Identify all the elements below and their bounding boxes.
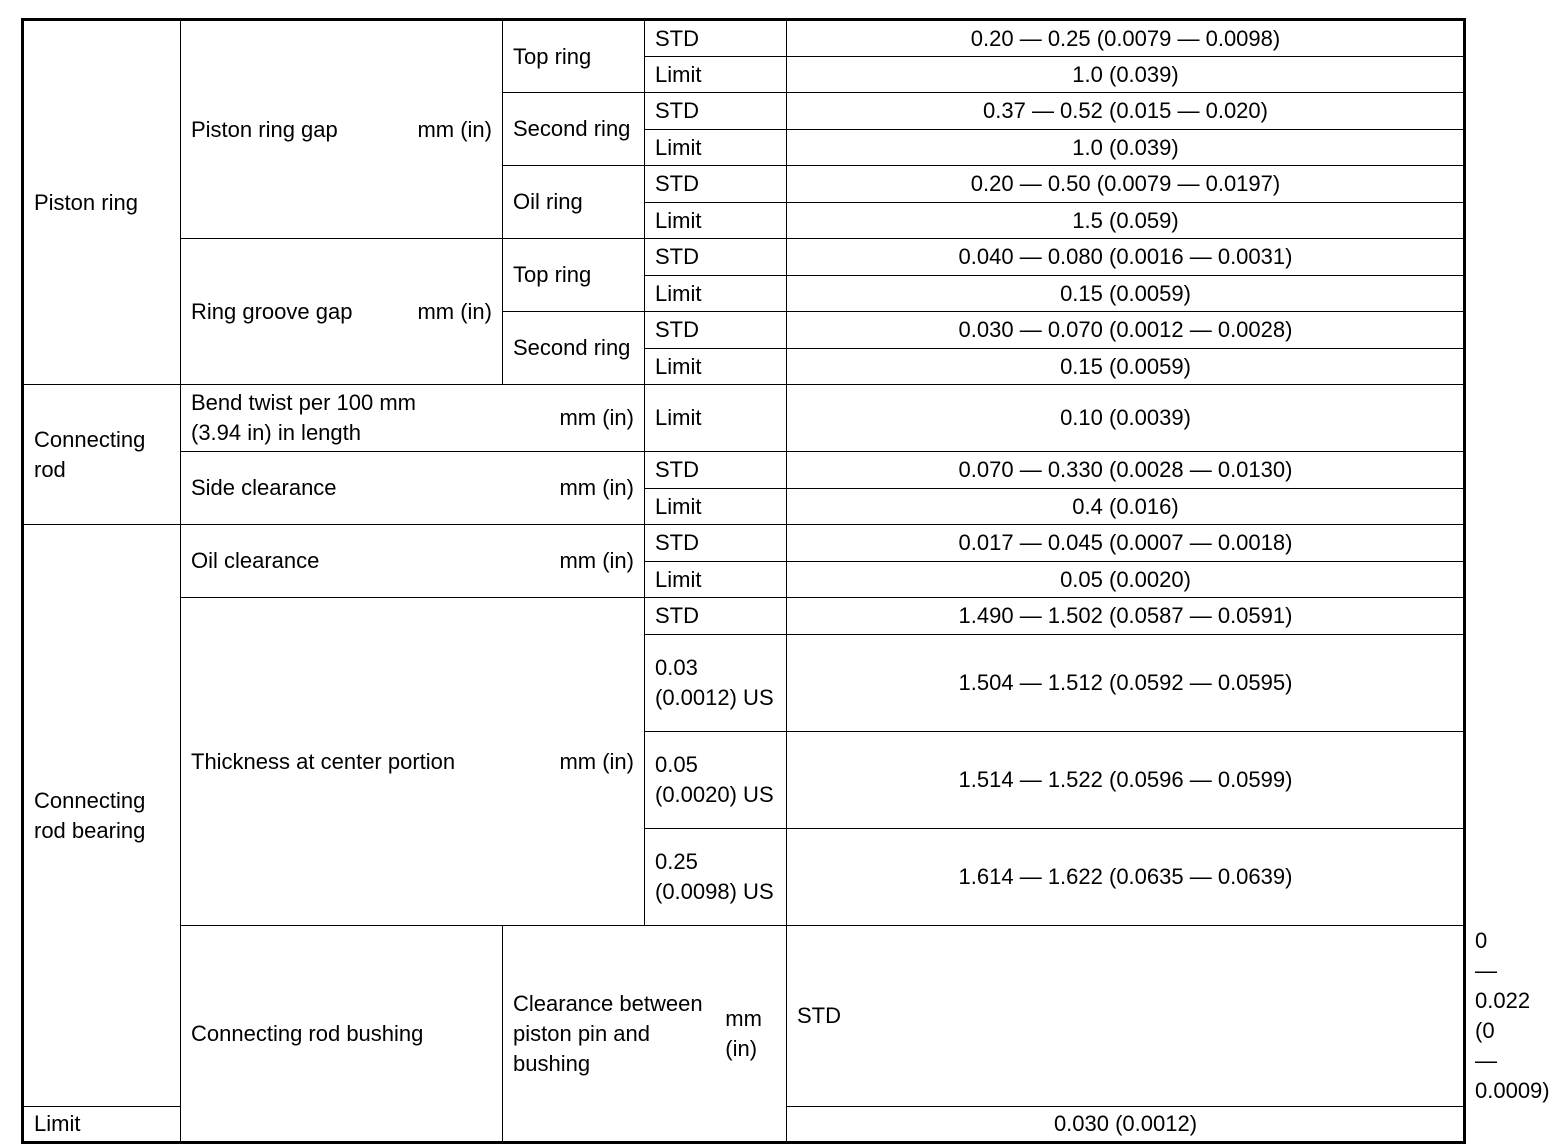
value-cell: 1.0 (0.039) [787,57,1465,93]
value-cell: 1.514 — 1.522 (0.0596 — 0.0599) [787,732,1465,829]
spec-table: Piston ring Piston ring gap mm (in) Top ring STD 0.20 — 0.25 (0.0079 — 0.0098) Limit 1.0 (0.039) Second ring STD 0.37 — 0.52 (0.015 — 0.020) Limit 1.0 (0.039) Oil ring STD 0.20 — 0.50 (0.0079 — 0.0197) Limit 1.5 (0.059) Ring groove gap mm (in) Top ring STD 0.040 — 0.080 (0.0016 — 0.0031) Limit 0.15 (0.0059) Second ring STD 0.030 — 0.070 (0.0012 — 0.0028) Limit 0.15 (0.0059) Connecting rod Bend twist per 100 mm (3.94 in) in length mm (in) Limit 0.10 (0.0039) Side clearance mm (in) STD 0.070 — 0.330 (0.0028 — 0.0130) Limit 0.4 (0.016) Connecting rod bearing Oil clearance mm (in) STD 0.017 — 0.045 (0.0007 — 0.0018) Limit 0.05 (0.0020) Thickness at center portion mm (in) STD 1.490 — 1.502 (0.0587 — 0.0591) 0.03 (0.0012) US 1.504 — 1.512 (0.0592 — 0.0595) 0.05 (0.0020) US 1.514 — 1.522 (0.0596 — 0.0599) 0.25 (0.0098) US 1.614 — 1.622 (0.0635 — 0.0639) Connecting rod bushing Clearance between piston pin and bushing mm (in) STD 0 — 0.022 (0 — 0.0009) Limit 0.030 (0.0012) [21,18,1466,1144]
limit-label: Limit [645,385,787,452]
sub-oil-ring: Oil ring [503,166,645,239]
unit-label: mm (in) [725,1005,762,1061]
value-cell: 0.4 (0.016) [787,489,1465,525]
category-connecting-rod-bearing: Connecting rod bearing [23,525,181,1107]
limit-label: Limit [645,276,787,312]
item-ring-groove-gap: Ring groove gap mm (in) [181,239,503,385]
value-cell: 1.5 (0.059) [787,203,1465,239]
std-label: STD [645,452,787,489]
value-cell: 0.040 — 0.080 (0.0016 — 0.0031) [787,239,1465,276]
std-label: STD [787,926,1465,1107]
std-label: STD [645,93,787,130]
category-connecting-rod-bushing: Connecting rod bushing [181,926,503,1143]
undersize-label: 0.03 (0.0012) US [645,635,787,732]
value-cell: 0.20 — 0.50 (0.0079 — 0.0197) [787,166,1465,203]
value-cell: 0.15 (0.0059) [787,349,1465,385]
limit-label: Limit [645,349,787,385]
std-label: STD [645,166,787,203]
value-cell: 1.490 — 1.502 (0.0587 — 0.0591) [787,598,1465,635]
unit-label: mm (in) [417,116,492,142]
limit-label: Limit [645,489,787,525]
value-cell: 0.070 — 0.330 (0.0028 — 0.0130) [787,452,1465,489]
unit-label: mm (in) [559,475,634,500]
sub-top-ring: Top ring [503,20,645,93]
undersize-label: 0.05 (0.0020) US [645,732,787,829]
value-cell: 0.030 (0.0012) [787,1107,1465,1143]
std-label: STD [645,239,787,276]
value-cell: 0.05 (0.0020) [787,562,1465,598]
item-pin-bushing-clearance: Clearance between piston pin and bushing mm (in) [503,926,787,1143]
value-cell: 1.504 — 1.512 (0.0592 — 0.0595) [787,635,1465,732]
value-cell: 1.614 — 1.622 (0.0635 — 0.0639) [787,829,1465,926]
undersize-label: 0.25 (0.0098) US [645,829,787,926]
unit-label: mm (in) [417,298,492,324]
limit-label: Limit [645,57,787,93]
sub-second-ring: Second ring [503,312,645,385]
category-piston-ring: Piston ring [23,20,181,385]
sub-top-ring: Top ring [503,239,645,312]
std-label: STD [645,20,787,57]
std-label: STD [645,525,787,562]
limit-label: Limit [645,130,787,166]
sub-second-ring: Second ring [503,93,645,166]
limit-label: Limit [23,1107,181,1143]
item-thickness: Thickness at center portion mm (in) [181,598,645,926]
category-connecting-rod: Connecting rod [23,385,181,525]
item-piston-ring-gap: Piston ring gap mm (in) [181,20,503,239]
value-cell: 0.37 — 0.52 (0.015 — 0.020) [787,93,1465,130]
unit-label: mm (in) [559,748,634,774]
unit-label: mm (in) [559,405,634,430]
value-cell: 0.030 — 0.070 (0.0012 — 0.0028) [787,312,1465,349]
limit-label: Limit [645,203,787,239]
value-cell: 0.10 (0.0039) [787,385,1465,452]
std-label: STD [645,312,787,349]
value-cell: 0.20 — 0.25 (0.0079 — 0.0098) [787,20,1465,57]
limit-label: Limit [645,562,787,598]
value-cell: 1.0 (0.039) [787,130,1465,166]
unit-label: mm (in) [559,548,634,573]
value-cell: 0.15 (0.0059) [787,276,1465,312]
item-bend-twist: Bend twist per 100 mm (3.94 in) in length mm (in) [181,385,645,452]
std-label: STD [645,598,787,635]
item-side-clearance: Side clearance mm (in) [181,452,645,525]
item-oil-clearance: Oil clearance mm (in) [181,525,645,598]
value-cell: 0.017 — 0.045 (0.0007 — 0.0018) [787,525,1465,562]
